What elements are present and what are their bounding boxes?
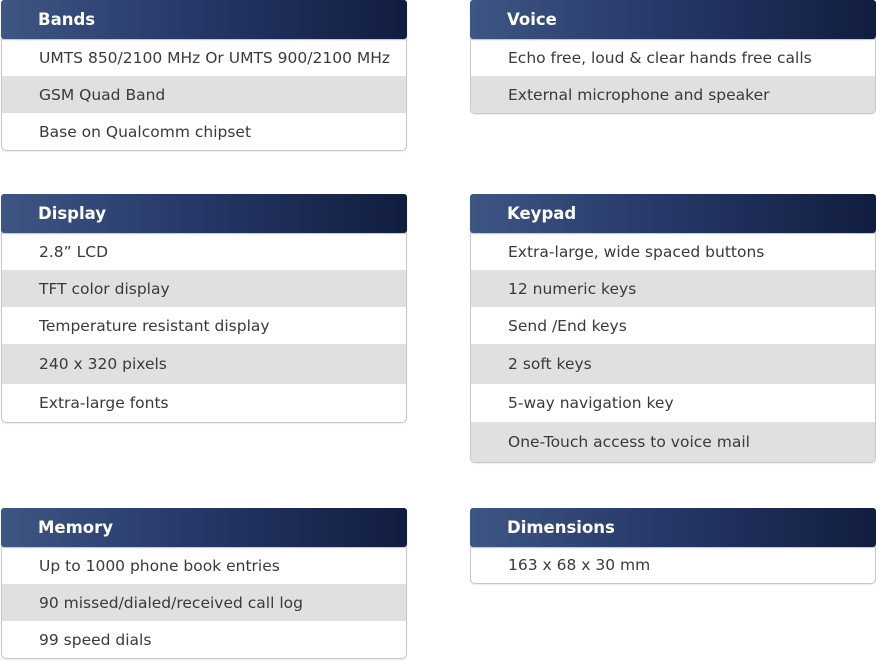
list-item: Echo free, loud & clear hands free calls bbox=[508, 48, 812, 67]
keypad-header: Keypad bbox=[470, 194, 876, 233]
list-item: One-Touch access to voice mail bbox=[471, 422, 875, 462]
voice-list bbox=[470, 39, 876, 114]
list-item: GSM Quad Band bbox=[2, 76, 406, 113]
list-item: Extra-large fonts bbox=[39, 394, 169, 412]
keypad-card bbox=[470, 194, 876, 463]
list-item: 2 soft keys bbox=[471, 344, 875, 384]
list-item: 2.8” LCD bbox=[39, 242, 109, 261]
bands-card bbox=[1, 0, 407, 151]
list-item: Temperature resistant display bbox=[39, 316, 270, 335]
list-item: Send /End keys bbox=[508, 316, 627, 335]
dimensions-card bbox=[470, 508, 876, 584]
list-item: TFT color display bbox=[2, 270, 406, 307]
list-item: 5-way navigation key bbox=[508, 394, 674, 412]
display-list bbox=[1, 233, 407, 423]
list-item: UMTS 850/2100 MHz Or UMTS 900/2100 MHz bbox=[39, 48, 391, 67]
dimensions-header: Dimensions bbox=[470, 508, 876, 547]
display-header: Display bbox=[1, 194, 407, 233]
keypad-list bbox=[470, 233, 876, 463]
voice-card bbox=[470, 0, 876, 114]
display-card bbox=[1, 194, 407, 423]
memory-header: Memory bbox=[1, 508, 407, 547]
list-item: 240 x 320 pixels bbox=[2, 344, 406, 384]
list-item: 99 speed dials bbox=[39, 630, 152, 649]
bands-list bbox=[1, 39, 407, 151]
list-item: Base on Qualcomm chipset bbox=[39, 122, 252, 141]
list-item: 163 x 68 x 30 mm bbox=[508, 556, 651, 574]
list-item: 90 missed/dialed/received call log bbox=[2, 584, 406, 621]
list-item: Up to 1000 phone book entries bbox=[39, 556, 280, 575]
list-item: Extra-large, wide spaced buttons bbox=[508, 242, 765, 261]
memory-card bbox=[1, 508, 407, 659]
list-item: External microphone and speaker bbox=[471, 76, 875, 113]
bands-header: Bands bbox=[1, 0, 407, 39]
memory-list bbox=[1, 547, 407, 659]
dimensions-list bbox=[470, 547, 876, 584]
voice-header: Voice bbox=[470, 0, 876, 39]
list-item: 12 numeric keys bbox=[471, 270, 875, 307]
